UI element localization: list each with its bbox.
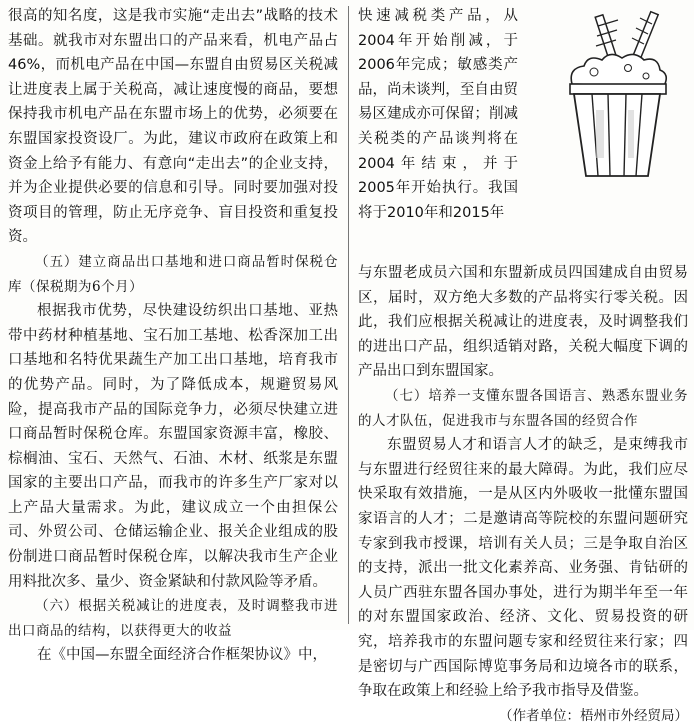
paragraph-section-7: 东盟贸易人才和语言人才的缺乏，是束缚我市与东盟进行经贸往来的最大障碍。为此，我们应尽快采取有效措施，一是从区内外吸收一批懂东盟国家语言的人才；二是邀请高等院校的东盟问题研究专家到我市授课，培训有关人员；三是争取自治区的支持，派出一批文化素养高、业务强、肯钻研的人员广西驻东盟各国办事处，进行为期半年至一年的对东盟国家政治、经济、文化、贸易投资的研究，培养我市的东盟问题专家和经贸往来行家；四是密切与广西国际博览事务局和边境各市的联系，争取在政策上和经验上给予我市指导及借鉴。 [358,437,688,700]
section-heading-5: （五）建立商品出口基地和进口商品暂时保税仓库（保税期为6个月） [8,253,338,295]
paragraph-section-5: 根据我市优势，尽快建设纺织出口基地、亚热带中药材种植基地、宝石加工基地、松香深加工出口基地和名特优果蔬生产加工出口基地，培育我市的优势产品。同时，为了降低成本，规避贸易风险，提高我市产品的国际竞争力，必须尽快建立进口商品暂时保税仓库。东盟国家资源丰富，橡胶、棕榈油、宝石、天然气、石油、木材、纸浆是东盟国家的主要出口产品，而我市的许多生产厂家对以上产品大量需求。为此，建议成立一个由担保公司、外贸公司、仓储运输企业、报关企业组成的股份制进口商品暂时保税仓库，以解决我市生产企业用料批次多、量少、资金紧缺和付款风险等矛盾。 [8,303,338,590]
section-heading-7: （七）培养一支懂东盟各国语言、熟悉东盟业务的人才队伍，促进我市与东盟各国的经贸合作 [358,387,688,429]
paragraph-intro: 很高的知名度，这是我市实施“走出去”战略的技术基础。就我市对东盟出口的产品来看，机电产品占46%，而机电产品在中国—东盟自由贸易区关税减让进度表上属于关税高，减让速度慢的商品，要想保持我市机电产品在东盟市场上的优势，必须要在东盟国家投资设厂。为此，建议市政府在政策上和资金上给予有能力、有意向“走出去”的企业支持，并为企业提供必要的信息和引导。同时要加强对投资项目的管理，防止无序竞争、盲目投资和重复投资。 [8,8,338,246]
paragraph-section-6-end: 与东盟老成员六国和东盟新成员四国建成自由贸易区，届时，双方绝大多数的产品将实行零关税。因此，我们应根据关税减让的进度表，及时调整我们的进出口产品，组织适销对路，关税大幅度下调的产品出口到东盟国家。 [358,265,688,380]
paragraph-section-6-start: 在《中国—东盟全面经济合作框架协议》中， [37,647,327,664]
paragraph-section-6-continued: 快速减税类产品，从2004年开始削减，于2006年完成；敏感类产品，尚未谈判，至自由贸易区建成亦可保留；削减关税类的产品谈判将在2004年结束，并于2005年开始执行。我国将于2010年和2015年 [358,8,518,221]
section-heading-6: （六）根据关税减让的进度表，及时调整我市进出口商品的结构，以获得更大的收益 [8,598,338,639]
left-column [8,4,338,668]
drink-cup-with-straws-icon [548,6,686,182]
column-divider [348,6,349,624]
right-column-narrow [358,4,518,225]
right-column [358,261,688,728]
author-affiliation: （作者单位：梧州市外经贸局） [499,707,688,724]
